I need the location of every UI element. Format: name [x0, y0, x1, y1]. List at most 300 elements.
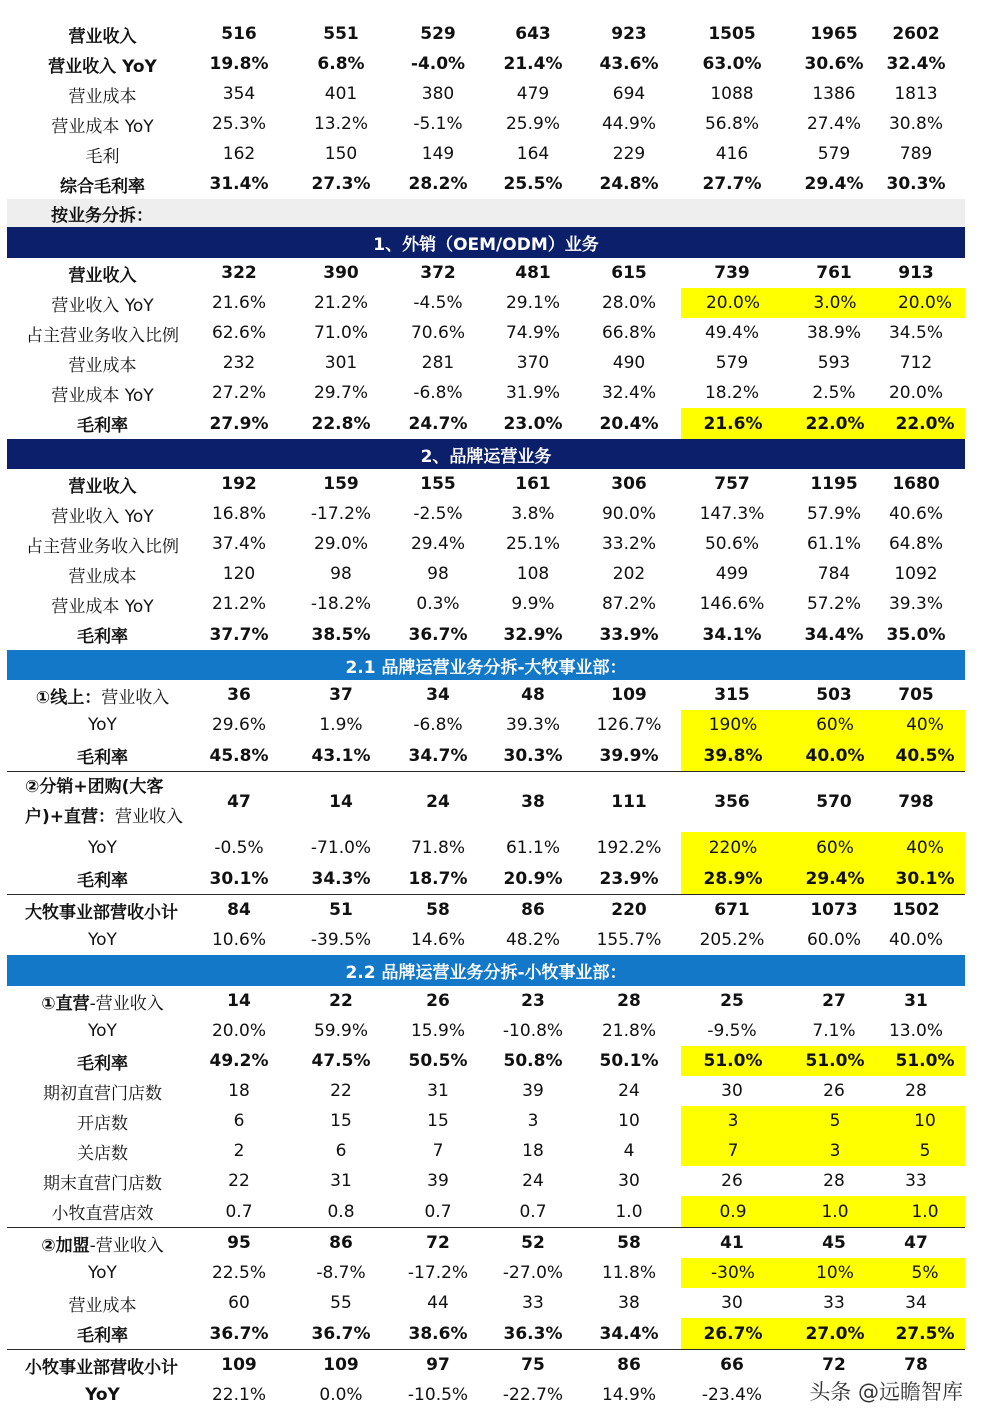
table-cell: 4 — [623, 1141, 635, 1161]
table-cell: 370 — [516, 353, 550, 373]
table-cell: 36.7% — [408, 624, 468, 645]
section-title: 2、品牌运营业务 — [420, 446, 552, 467]
section-title: 1、外销（OEM/ODM）业务 — [373, 235, 599, 255]
table-cell: 60% — [785, 710, 885, 740]
table-cell: 27.9% — [209, 413, 269, 434]
table-cell: 20.4% — [599, 413, 659, 434]
table-cell: 22.0% — [785, 408, 885, 439]
table-cell: 40% — [885, 832, 965, 863]
table-cell: 1092 — [894, 564, 938, 584]
table-cell: 51 — [329, 900, 353, 920]
table-cell: 56.8% — [704, 114, 759, 134]
table-cell: 22 — [329, 991, 353, 1011]
table-cell: 220 — [611, 900, 647, 920]
table-cell: 25.5% — [503, 174, 563, 194]
table-cell: 490 — [612, 353, 646, 373]
table-cell: 1505 — [708, 24, 756, 44]
table-cell: 159 — [323, 474, 359, 494]
table-cell: 50.8% — [503, 1051, 563, 1071]
row-label: 营业收入 YoY — [51, 506, 154, 527]
table-cell: 36 — [227, 685, 251, 705]
table-cell: 37 — [329, 685, 353, 705]
table-cell: 24 — [426, 792, 450, 812]
table-cell: 29.6% — [211, 715, 266, 735]
table-cell: 58 — [426, 900, 450, 920]
row-label: 综合毛利率 — [60, 176, 145, 197]
table-cell: 66.8% — [601, 323, 656, 343]
table-cell: 37.4% — [211, 534, 266, 554]
table-cell: 18 — [228, 1081, 250, 1101]
table-cell: 479 — [516, 84, 550, 104]
financial-table — [7, 19, 965, 1410]
table-cell: 31 — [330, 1171, 352, 1191]
row-label: 毛利率 — [77, 627, 128, 647]
table-row — [7, 619, 965, 650]
table-cell: 579 — [715, 353, 749, 373]
row-label: 毛利率 — [77, 1326, 128, 1346]
table-cell: 24 — [618, 1081, 640, 1101]
table-cell: 50.5% — [408, 1051, 468, 1071]
table-cell: 26 — [426, 991, 450, 1011]
table-cell: 30.6% — [804, 54, 864, 74]
table-cell: 38.5% — [311, 624, 371, 645]
table-cell: 59.9% — [313, 1021, 368, 1041]
table-row — [7, 49, 965, 79]
table-cell: 47.5% — [311, 1051, 371, 1071]
table-cell: 570 — [816, 792, 852, 812]
table-row — [7, 710, 965, 740]
table-cell: 34.4% — [599, 1323, 659, 1344]
table-cell: 52 — [521, 1233, 545, 1253]
table-cell: 22 — [228, 1171, 250, 1191]
table-cell: 1073 — [810, 900, 858, 920]
table-cell: 3 — [527, 1111, 539, 1131]
table-row — [7, 318, 965, 348]
table-row — [7, 348, 965, 378]
table-cell: 40.6% — [888, 504, 943, 524]
table-cell: 60 — [228, 1293, 250, 1313]
table-cell: 923 — [611, 24, 647, 44]
section-header — [7, 227, 965, 258]
table-cell: 0.7 — [519, 1201, 547, 1222]
table-cell: 49.4% — [704, 323, 759, 343]
table-cell: 22.0% — [885, 408, 965, 439]
table-cell: 529 — [420, 24, 456, 44]
table-cell: -0.5% — [214, 837, 264, 858]
row-label: 营业收入 YoY — [51, 295, 154, 316]
table-cell: -30% — [681, 1258, 785, 1288]
table-cell: 71.8% — [410, 837, 465, 858]
table-cell: 33.2% — [601, 534, 656, 554]
table-cell: 30 — [721, 1081, 743, 1101]
table-cell: 22 — [330, 1081, 352, 1101]
section-header — [7, 955, 965, 986]
row-label: YoY — [88, 837, 117, 858]
table-cell: 86 — [617, 1355, 641, 1375]
table-row — [7, 1258, 965, 1288]
section-title: 2.2 品牌运营业务分拆-小牧事业部： — [345, 963, 627, 983]
table-cell: 1965 — [810, 24, 858, 44]
table-cell: 31.4% — [209, 174, 269, 194]
table-cell: 47 — [227, 792, 251, 812]
table-cell: 190% — [681, 710, 785, 740]
table-cell: 63.0% — [702, 54, 762, 74]
table-cell: 21.4% — [503, 54, 563, 74]
table-cell: 29.0% — [313, 534, 368, 554]
table-cell: 108 — [516, 564, 550, 584]
table-cell: 34.1% — [702, 624, 762, 645]
row-label: 期初直营门店数 — [43, 1083, 162, 1104]
table-cell: 29.4% — [410, 534, 465, 554]
table-cell: 301 — [324, 353, 358, 373]
table-cell: 789 — [899, 144, 933, 164]
table-row — [7, 559, 965, 589]
table-cell: 6.8% — [317, 54, 365, 74]
table-cell: 25.1% — [505, 534, 560, 554]
table-cell: 14 — [227, 991, 251, 1011]
table-cell: 39.8% — [681, 740, 785, 771]
table-cell: 27 — [822, 991, 846, 1011]
table-cell: 30 — [721, 1293, 743, 1313]
table-cell: 23 — [521, 991, 545, 1011]
table-row — [7, 79, 965, 109]
row-label: 营业成本 YoY — [51, 116, 154, 137]
table-cell: 41 — [720, 1233, 744, 1253]
row-label: 毛利率 — [77, 1053, 128, 1074]
table-cell: 86 — [521, 900, 545, 920]
table-cell: 48.2% — [505, 930, 560, 950]
table-cell: 36.7% — [311, 1323, 371, 1344]
table-row — [7, 925, 965, 955]
table-cell: 60% — [785, 832, 885, 863]
table-cell: 40.0% — [785, 740, 885, 771]
table-row — [7, 1196, 965, 1227]
table-row — [7, 499, 965, 529]
table-cell: 155.7% — [596, 930, 662, 950]
table-cell: 34 — [905, 1293, 927, 1313]
table-cell: 10% — [785, 1258, 885, 1288]
table-cell: 11.8% — [601, 1263, 656, 1283]
table-cell: 74.9% — [505, 323, 560, 343]
table-cell: 97 — [426, 1355, 450, 1375]
table-cell: 29.7% — [313, 383, 368, 403]
table-cell: -39.5% — [310, 930, 372, 950]
table-cell: 40.5% — [885, 740, 965, 771]
table-cell: 33 — [905, 1171, 927, 1191]
table-cell: 51.0% — [885, 1046, 965, 1076]
table-cell: 9.9% — [511, 594, 555, 614]
section-header — [7, 199, 965, 227]
table-cell: 6 — [233, 1111, 245, 1131]
table-cell: 43.6% — [599, 54, 659, 74]
table-cell: 694 — [612, 84, 646, 104]
table-cell: 356 — [714, 792, 750, 812]
table-cell: 28 — [617, 991, 641, 1011]
table-cell: 34.5% — [888, 323, 943, 343]
table-cell: 30.3% — [886, 174, 946, 194]
row-label: 开店数 — [77, 1113, 128, 1134]
table-cell: -10.8% — [502, 1021, 564, 1041]
row-label: YoY — [88, 1021, 117, 1041]
table-cell: 315 — [714, 685, 750, 705]
table-cell: 0.3% — [416, 594, 460, 614]
table-row — [7, 378, 965, 408]
table-cell: 161 — [515, 474, 551, 494]
table-row — [7, 1106, 965, 1136]
table-cell: 87.2% — [601, 594, 656, 614]
table-cell: 0.7 — [225, 1201, 253, 1222]
table-cell: 18.2% — [704, 383, 759, 403]
table-row — [7, 1076, 965, 1106]
table-cell: 20.0% — [681, 288, 785, 318]
table-cell: 72 — [426, 1233, 450, 1253]
table-cell: 712 — [899, 353, 933, 373]
table-cell: 162 — [222, 144, 256, 164]
table-cell: 29.4% — [785, 863, 885, 894]
table-cell: -71.0% — [310, 837, 372, 858]
table-cell: -9.5% — [707, 1021, 757, 1041]
row-label: ①直营 -营业收入 — [41, 993, 164, 1014]
table-cell: 10.6% — [211, 930, 266, 950]
section-header — [7, 439, 965, 469]
table-cell: 1088 — [710, 84, 754, 104]
table-cell: 27.3% — [311, 174, 371, 194]
row-label: 小牧直营店效 — [51, 1204, 154, 1224]
table-row — [7, 832, 965, 863]
row-label: 期末直营门店数 — [43, 1173, 162, 1194]
table-cell: 579 — [817, 144, 851, 164]
table-row — [7, 894, 965, 925]
table-cell: 30.3% — [503, 745, 563, 766]
table-cell: 19.8% — [209, 54, 269, 74]
table-cell: 16.8% — [211, 504, 266, 524]
table-cell: 401 — [324, 84, 358, 104]
table-cell: 38.6% — [408, 1323, 468, 1344]
row-label: 营业成本 — [68, 355, 137, 376]
table-cell: 150 — [324, 144, 358, 164]
table-cell: -6.8% — [413, 383, 463, 403]
table-cell: 354 — [222, 84, 256, 104]
table-cell: 20.0% — [888, 383, 943, 403]
table-cell: 109 — [611, 685, 647, 705]
table-cell: 44 — [427, 1293, 449, 1313]
table-cell: 86 — [329, 1233, 353, 1253]
table-cell: 28.0% — [601, 293, 656, 313]
table-cell: 481 — [515, 263, 551, 283]
table-cell: 10 — [885, 1106, 965, 1136]
table-cell: 40% — [885, 710, 965, 740]
table-cell: -10.5% — [407, 1385, 469, 1405]
table-cell: 39 — [522, 1081, 544, 1101]
table-cell: 416 — [715, 144, 749, 164]
table-cell: 757 — [714, 474, 750, 494]
table-cell: 29.4% — [804, 174, 864, 194]
table-cell: 220% — [681, 832, 785, 863]
table-cell: 31 — [427, 1081, 449, 1101]
table-cell: 64.8% — [888, 534, 943, 554]
table-cell: 57.2% — [806, 594, 861, 614]
table-cell: 27.7% — [702, 174, 762, 194]
table-cell: 14.9% — [601, 1385, 656, 1405]
table-cell: 39.3% — [505, 715, 560, 735]
table-cell: 24 — [522, 1171, 544, 1191]
table-cell: 34.7% — [408, 745, 468, 766]
table-cell: 1.9% — [319, 715, 363, 735]
row-label: 占主营业务收入比例 — [26, 536, 179, 557]
table-cell: 3 — [681, 1106, 785, 1136]
table-cell: 95 — [227, 1233, 251, 1253]
row-label: 营业收入 — [68, 476, 137, 497]
table-cell: 155 — [420, 474, 456, 494]
table-cell: 6 — [335, 1141, 347, 1161]
table-cell: 23.9% — [599, 868, 659, 889]
table-cell: 28 — [905, 1081, 927, 1101]
table-cell: 5 — [785, 1106, 885, 1136]
table-cell: 39.3% — [888, 594, 943, 614]
table-cell: 229 — [612, 144, 646, 164]
table-cell: 739 — [714, 263, 750, 283]
table-cell: 3.0% — [785, 288, 885, 318]
section-title: 2.1 品牌运营业务分拆-大牧事业部： — [345, 657, 627, 678]
table-cell: 38 — [521, 792, 545, 812]
section-title: 按业务分拆： — [51, 205, 153, 226]
table-cell: 66 — [720, 1355, 744, 1375]
table-cell: 7.1% — [812, 1021, 856, 1041]
table-cell: 36.3% — [503, 1323, 563, 1344]
table-cell: 164 — [516, 144, 550, 164]
table-cell: 7 — [432, 1141, 444, 1161]
table-cell: 913 — [898, 263, 934, 283]
table-cell: 26.7% — [681, 1318, 785, 1349]
table-cell: 47 — [904, 1233, 928, 1253]
table-cell: 109 — [323, 1355, 359, 1375]
row-label: ①线上： 营业收入 — [35, 687, 170, 708]
table-cell: 1680 — [892, 474, 940, 494]
table-cell: 38 — [618, 1293, 640, 1313]
table-cell: 20.0% — [211, 1021, 266, 1041]
table-cell: 0.0% — [319, 1385, 363, 1405]
table-cell: 671 — [714, 900, 750, 920]
table-cell: 51.0% — [681, 1046, 785, 1076]
row-label: 大牧事业部营收小计 — [25, 902, 178, 923]
table-cell: 33 — [522, 1293, 544, 1313]
table-row — [7, 288, 965, 318]
row-label: ②加盟 -营业收入 — [41, 1235, 164, 1256]
table-cell: 21.6% — [211, 293, 266, 313]
row-label: 毛利率 — [77, 871, 128, 891]
table-cell: 516 — [221, 24, 257, 44]
table-cell: 14 — [329, 792, 353, 812]
table-cell: 21.2% — [313, 293, 368, 313]
table-cell: 45 — [822, 1233, 846, 1253]
table-cell: 39.9% — [599, 745, 659, 766]
row-label: 毛利率 — [77, 748, 128, 768]
table-cell: 2.5% — [812, 383, 856, 403]
table-cell: 306 — [611, 474, 647, 494]
table-row — [7, 169, 965, 199]
table-cell: 0.8 — [327, 1201, 355, 1222]
table-cell: 1.0 — [785, 1196, 885, 1227]
table-cell: 36.7% — [209, 1323, 269, 1344]
table-cell: 55 — [330, 1293, 352, 1313]
row-label: 营业收入 YoY — [48, 56, 157, 77]
table-cell: 37.7% — [209, 624, 269, 645]
table-cell: 202 — [612, 564, 646, 584]
table-cell: 29.1% — [505, 293, 560, 313]
table-cell: 58 — [617, 1233, 641, 1253]
table-cell: 26 — [721, 1171, 743, 1191]
table-cell: 372 — [420, 263, 456, 283]
table-cell: 13.0% — [888, 1021, 943, 1041]
table-cell: 70.6% — [410, 323, 465, 343]
table-cell: 146.6% — [699, 594, 765, 614]
table-cell: 798 — [898, 792, 934, 812]
table-cell: 30 — [618, 1171, 640, 1191]
table-cell: 111 — [611, 792, 647, 812]
table-cell: 25.3% — [211, 114, 266, 134]
table-row — [7, 1166, 965, 1196]
table-cell: 27.2% — [211, 383, 266, 403]
table-cell: 22.1% — [211, 1385, 266, 1405]
table-cell: -18.2% — [310, 594, 372, 614]
table-cell: 72 — [822, 1355, 846, 1375]
table-cell: 24.7% — [408, 413, 468, 434]
table-row — [7, 1136, 965, 1166]
table-cell: 7 — [681, 1136, 785, 1166]
table-cell: 38.9% — [806, 323, 861, 343]
table-cell: 761 — [816, 263, 852, 283]
table-cell: 21.6% — [681, 408, 785, 439]
table-cell: 32.4% — [886, 54, 946, 74]
table-cell: 35.0% — [886, 624, 946, 645]
table-cell: 13.2% — [313, 114, 368, 134]
table-cell: 147.3% — [699, 504, 765, 524]
table-row — [7, 680, 965, 710]
table-cell: -4.0% — [410, 54, 466, 74]
table-cell: 78 — [904, 1355, 928, 1375]
table-cell: 90.0% — [601, 504, 656, 524]
table-cell: 44.9% — [601, 114, 656, 134]
table-row — [7, 1016, 965, 1046]
table-cell: 21.8% — [601, 1021, 656, 1041]
row-label: YoY — [88, 1263, 117, 1283]
table-cell: 30.8% — [888, 114, 943, 134]
table-cell: 149 — [421, 144, 455, 164]
table-cell: 551 — [323, 24, 359, 44]
table-cell: 705 — [898, 685, 934, 705]
table-row — [7, 589, 965, 619]
row-label: 营业收入 — [68, 265, 137, 286]
table-cell: 33.9% — [599, 624, 659, 645]
table-cell: 22.8% — [311, 413, 371, 434]
table-cell: 34 — [426, 685, 450, 705]
table-cell: 98 — [330, 564, 352, 584]
row-label: 毛利率 — [77, 416, 128, 436]
table-cell: 27.5% — [885, 1318, 965, 1349]
table-cell: 643 — [515, 24, 551, 44]
table-cell: 61.1% — [806, 534, 861, 554]
table-cell: 5% — [885, 1258, 965, 1288]
table-cell: -6.8% — [413, 715, 463, 735]
table-cell: 15 — [330, 1111, 352, 1131]
table-cell: 20.9% — [503, 868, 563, 889]
table-cell: -17.2% — [407, 1263, 469, 1283]
table-cell: 34.4% — [804, 624, 864, 645]
table-cell: 281 — [421, 353, 455, 373]
table-row — [7, 863, 965, 894]
table-row — [7, 469, 965, 499]
table-cell: 18.7% — [408, 868, 468, 889]
